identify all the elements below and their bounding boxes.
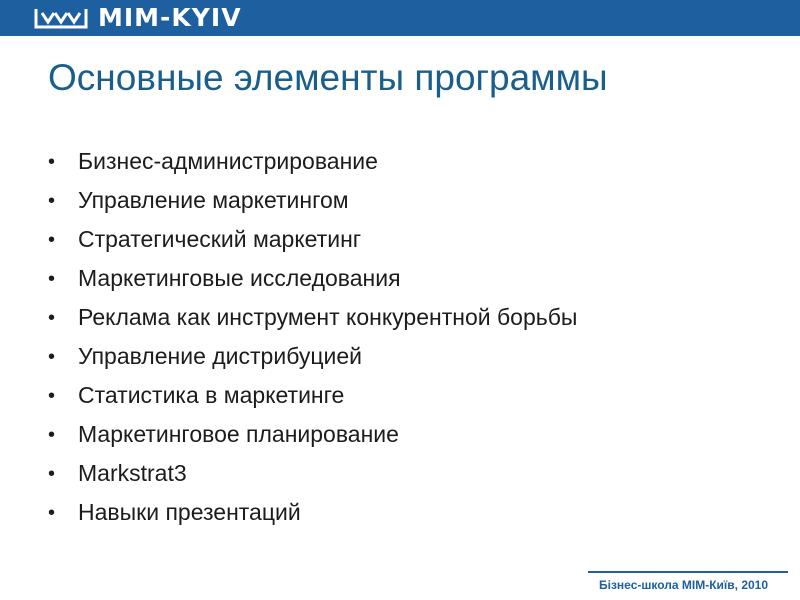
list-item (48, 493, 577, 532)
bullet-icon: • (48, 462, 56, 485)
footer-text: Бізнес-школа МІМ-Київ, 2010 (599, 578, 769, 592)
logo-text: MIM-KYIV (98, 3, 242, 32)
bullet-icon: • (48, 150, 56, 173)
bullet-icon: • (48, 189, 56, 212)
bullet-icon: • (48, 228, 56, 251)
mim-logo-icon (34, 7, 88, 29)
list-item-text: Маркетинговые исследования (78, 265, 401, 291)
footer-divider (588, 571, 788, 573)
list-item-text: Маркетинговое планирование (78, 421, 399, 447)
bullet-icon: • (48, 267, 56, 290)
bullet-list (48, 142, 577, 532)
list-item (48, 337, 577, 376)
list-item-text: Бизнес-администрирование (78, 148, 378, 174)
list-item-text: Markstrat3 (78, 460, 187, 486)
bullet-icon: • (48, 306, 56, 329)
bullet-icon: • (48, 501, 56, 524)
logo (34, 5, 242, 31)
list-item-text: Статистика в маркетинге (78, 382, 345, 408)
list-item (48, 181, 577, 220)
slide-title: Основные элементы программы (48, 57, 608, 98)
list-item-text: Реклама как инструмент конкурентной борьбы (78, 304, 578, 330)
list-item (48, 376, 577, 415)
list-item-text: Управление маркетингом (78, 187, 349, 213)
bullet-icon: • (48, 423, 56, 446)
list-item (48, 415, 577, 454)
list-item (48, 220, 577, 259)
header-bar (0, 0, 800, 36)
bullet-icon: • (48, 384, 56, 407)
list-item (48, 142, 577, 181)
list-item-text: Стратегический маркетинг (78, 226, 362, 252)
list-item-text: Управление дистрибуцией (78, 343, 363, 369)
bullet-icon: • (48, 345, 56, 368)
list-item (48, 454, 577, 493)
list-item (48, 298, 577, 337)
list-item-text: Навыки презентаций (78, 499, 301, 525)
list-item (48, 259, 577, 298)
